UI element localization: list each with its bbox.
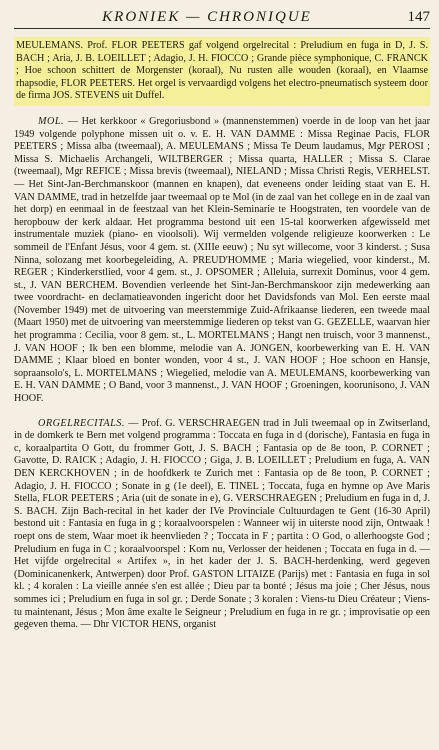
document-page — [14, 8, 430, 644]
paragraph-mol-text: — Het kerkkoor « Gregoriusbond » (mannenstemmen) voerde in de loop van het jaar 1949 volgende polyphone missen uit o. v. E. H. VAN DAMME : Missa Reginae Pacis, FLOR PEETERS ; Missa alba (tweemaal), A. MEULEMANS ; Missa Te Deum laudamus, Mgr PEROSI ; Missa S. Michaelis Archangeli, WILTBERGER ; Missa quarta, HALLER ; Missa S. Clarae (tweemaal), Mgr REFICE ; Missa brevis (tweemaal), NIELAND ; Missa Christi Regis, VERHELST. — Het Sint-Jan-Berchmanskoor (mannen en knapen), dat eveneens onder leiding staat van E. H. VAN DAMME, trad in hetzelfde jaar tweemaal op te Mol (in de zaal van het college en in de zaal van het dorp) en eenmaal in de feestzaal van het Klein-Seminarie te Hoogstraten, ten voordele van de heropbouw der kerk aldaar. Het programma bestond uit een 15-tal koorwerken afgewisseld met instrumentale muziek (piano- en vioolsoli). Wij vermelden volgende religieuze koorwerken : Le sommeil de l'Enfant Jésus, voor 4 gem. st. (XIIIe eeuw) ; Nu syt willecome, voor 3 kinderst. ; Susa Ninna, solozang met koorbegeleiding, A. PREUD'HOMME ; Maria wiegelied, voor kinderst., M. REGER ; Kinderkerstlied, voor 4 gem. st., J. OPSOMER ; Alleluia, surrexit Dominus, voor 4 gem. st., J. VAN BERCHEM. Bovendien verleende het Sint-Jan-Berchmanskoor zijn medewerking aan twee voordracht- en declamatieavonden ingericht door het Davidsfonds van Mol. Een eerste maal (November 1949) met de uitvoering van meerstemmige Zuid-Afrikaanse liederen, een tweede maal (Maart 1950) met de uitvoering van meerstemmige liederen op tekst van G. GEZELLE, waarvan hier het programma : Cecilia, voor 8 gem. st., L. MORTELMANS ; Hangt nen truisch, voor 3 mannenst., J. VAN HOOF ; Ik ben een blomme, melodie van A. JONGEN, koorbewerking van E. H. VAN DAMME ; Klaar bloed en bonter wonden, voor 4 st., J. VAN HOOF ; Hoe schoon en Hansje, sopraansolo's, L. MORTELMANS ; Wiegelied, melodie van A. MEULEMANS, koorbewerking van E. H. VAN DAMME ; O Band, voor 3 mannenst., J. VAN HOOF ; Groeningen, koorunisono, J. VAN HOOF. — [14, 115, 430, 405]
page-header — [14, 8, 430, 29]
highlighted-paragraph — [14, 37, 430, 106]
running-title: KRONIEK — CHRONIQUE — [102, 9, 312, 25]
paragraph-meulemans: MEULEMANS. Prof. FLOR PEETERS gaf volgend orgelrecital : Preludium en fuga in D, J. S. BACH ; Aria, J. B. LOEILLET ; Adagio, J. H. FIOCCO ; Grande pièce symphonique, C. FRANCK ; Hoe schoon schittert de Morgenster (koraal), Nu rusten alle wouden (koraal), en Vlaamse rhapsodie, FLOR PEETERS. Het orgel is vervaardigd volgens het electro-pneumatisch systeem door de firma JOS. STEVENS uit Duffel. — [16, 40, 428, 102]
section-heading-mol: MOL. — [38, 115, 65, 127]
page-number: 147 — [407, 9, 430, 25]
section-heading-orgelrecitals: ORGELRECITALS. — [38, 417, 125, 429]
paragraph-orgelrecitals-text: — Prof. G. VERSCHRAEGEN trad in Juli tweemaal op in Zwitserland, in de domkerk te Bern met volgend programma : Toccata en fuga in d (dorische), Fantasia en fuga in c, koraalpartita O Gott, du frommer Gott, J. S. BACH ; Fantasia op de 8e toon, P. CORNET ; Gavotte, D. RAICK ; Adagio, J. H. FIOCCO ; Giga, J. B. LOEILLET ; Preludium en fuga, A. VAN DEN KERCKHOVEN ; in de hoofdkerk te Zurich met : Fantasia op de 8e toon, P. CORNET ; Adagio, J. H. FIOCCO ; Sonate in g (1e deel), E. TINEL ; Toccata, fuga en hymne op Ave Maris Stella, FLOR PEETERS ; Aria (uit de sonate in e), G. VERSCHRAEGEN ; Preludium en fuga in d, J. S. BACH. Zijn Bach-recital in het kader der IVe Provinciale Cultuurdagen te Gent (16-30 April) bestond uit : Fantasia en fuga in g ; koraalvoorspelen : Wanneer wij in uiterste nood zijn, Ontwaak ! roept ons de stem, Waar moet ik heenvlieden ? ; Toccata in F ; partita : O God, o allerhoogste God ; Preludium en fuga in C ; koraalvoorspel : Kom nu, Verlosser der heidenen ; Toccata en fuga in d. — Het vijfde orgelrecital « Artifex », in het kader der J. S. BACH-herdenking, werd gegeven (Dominicanenkerk, Antwerpen) door Prof. GASTON LITAIZE (Parijs) met : Fantasia en fuga in sol kl. ; 4 koralen : La vieille année s'en est allée ; Dieu par ta bonté ; Jésus ma joie ; Cher Jésus, nous sommes ici ; Preludium en fuga in sol gr. ; Derde Sonate ; 3 koralen : Viens-tu Dieu Créateur ; Viens-tu maintenant, Jésus ; Mon âme exalte le Seigneur ; Preludium en fuga in re gr. ; improvisatie op een gegeven thema. — Dhr VICTOR HENS, organist — [14, 417, 430, 631]
paragraph-mol — [14, 116, 430, 406]
paragraph-orgelrecitals — [14, 418, 430, 632]
